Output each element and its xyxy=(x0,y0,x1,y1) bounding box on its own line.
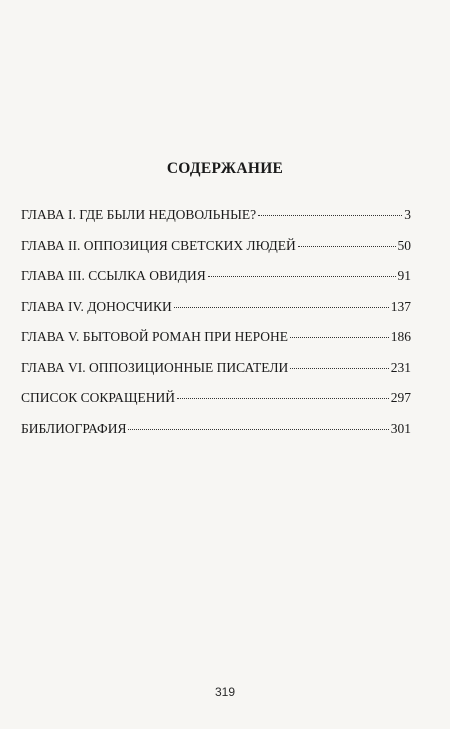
toc-dot-leader xyxy=(290,337,389,338)
toc-entry-page: 297 xyxy=(390,390,411,405)
page-number: 319 xyxy=(214,685,236,699)
toc-entry-page: 50 xyxy=(397,237,411,253)
toc-dot-leader xyxy=(177,398,389,399)
toc-entry-label: ГЛАВА V. БЫТОВОЙ РОМАН ПРИ НЕРОНЕ xyxy=(21,329,289,344)
toc-entry-label: ГЛАВА III. ССЫЛКА ОВИДИЯ xyxy=(21,268,206,283)
toc-entry xyxy=(21,268,411,299)
toc-entry-page: 91 xyxy=(397,268,411,283)
toc-dot-leader xyxy=(290,368,389,369)
toc-dot-leader xyxy=(258,215,402,216)
page-title: СОДЕРЖАНИЕ xyxy=(166,160,284,177)
toc-entry xyxy=(21,360,411,391)
toc-entry xyxy=(21,238,411,269)
table-of-contents xyxy=(21,207,411,451)
toc-entry-page: 231 xyxy=(390,359,411,375)
toc-entry-label: ГЛАВА I. ГДЕ БЫЛИ НЕДОВОЛЬНЫЕ? xyxy=(21,207,257,222)
toc-entry xyxy=(21,299,411,330)
toc-entry-label: ГЛАВА IV. ДОНОСЧИКИ xyxy=(21,298,172,314)
toc-dot-leader xyxy=(128,429,388,430)
toc-entry-label: ГЛАВА VI. ОППОЗИЦИОННЫЕ ПИСАТЕЛИ xyxy=(21,359,289,375)
toc-entry-page: 3 xyxy=(404,207,411,222)
toc-entry-label: БИБЛИОГРАФИЯ xyxy=(21,420,127,436)
toc-entry xyxy=(21,421,411,452)
toc-entry xyxy=(21,390,411,421)
toc-entry xyxy=(21,207,411,238)
toc-entry-page: 186 xyxy=(390,329,411,344)
toc-entry-page: 137 xyxy=(390,298,411,314)
toc-entry-label: СПИСОК СОКРАЩЕНИЙ xyxy=(21,390,176,405)
toc-entry xyxy=(21,329,411,360)
toc-dot-leader xyxy=(174,307,389,308)
toc-dot-leader xyxy=(208,276,396,277)
toc-dot-leader xyxy=(298,246,396,247)
toc-entry-page: 301 xyxy=(390,420,411,436)
toc-entry-label: ГЛАВА II. ОППОЗИЦИЯ СВЕТСКИХ ЛЮДЕЙ xyxy=(21,237,296,253)
